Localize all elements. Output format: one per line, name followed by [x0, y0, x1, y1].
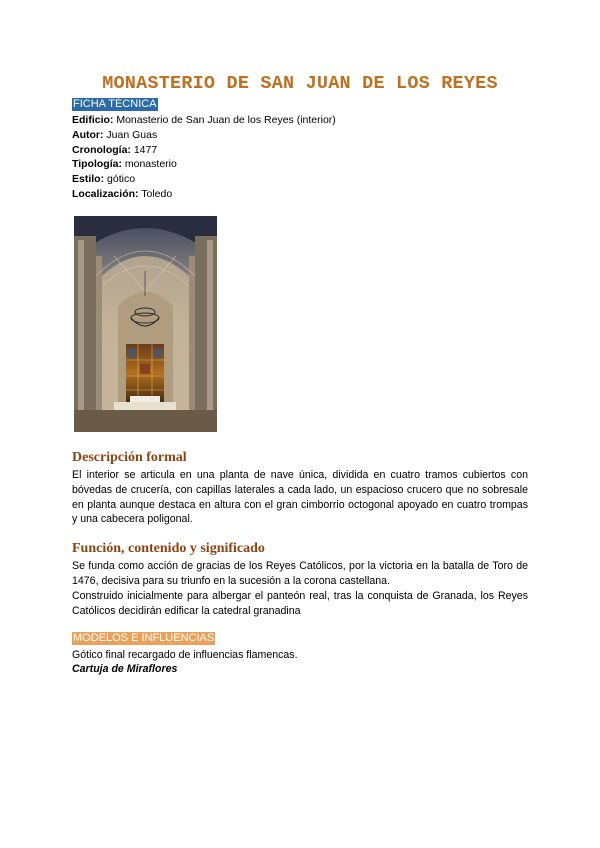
field-label: Autor:: [72, 128, 104, 141]
ficha-tecnica-label: FICHA TÉCNICA: [73, 98, 157, 110]
field-label: Localización:: [72, 187, 139, 200]
field-value: monasterio: [121, 158, 177, 171]
field-value: Juan Guas: [103, 128, 158, 141]
field-label: Cronología:: [72, 143, 131, 156]
funcion-text-2: Construido inicialmente para albergar el panteón real, tras la conquista de Granada, los Reyes Católicos decidirán edificar la catedral granadina: [72, 590, 528, 617]
modelos-label: MODELOS E INFLUENCIAS: [73, 632, 215, 644]
field-value: 1477: [130, 143, 158, 156]
field-value: Monasterio de San Juan de los Reyes (interior): [113, 114, 336, 126]
field-estilo: [72, 172, 336, 187]
field-value: Toledo: [138, 187, 173, 200]
field-tipologia: [72, 157, 336, 172]
descripcion-heading: Descripción formal: [72, 450, 187, 465]
page-title: MONASTERIO DE SAN JUAN DE LOS REYES: [102, 73, 498, 94]
funcion-text-1: Se funda como acción de gracias de los Reyes Católicos, por la victoria en la batalla de Toro de 1476, decisiva para su triunfo en la sucesión a la corona castellana.: [72, 560, 528, 587]
descripcion-text: El interior se articula en una planta de nave única, dividida en cuatro tramos cubiertos con bóvedas de crucería, con capillas laterales a cada lado, un espacioso crucero que no sobresale en planta aunque destaca en altura con el gran cimborrio octogonal apoyado en cuatro trompas y una cabecera poligonal.: [72, 469, 528, 526]
church-interior-photo: [74, 216, 217, 432]
funcion-heading: Función, contenido y significado: [72, 541, 265, 556]
field-cronologia: [72, 143, 336, 158]
field-label: Edificio:: [72, 114, 114, 126]
field-autor: [72, 128, 336, 143]
ficha-fields: [72, 113, 336, 202]
field-value: gótico: [104, 173, 136, 186]
field-label: Tipología:: [72, 158, 122, 171]
field-localizacion: [72, 187, 336, 202]
field-edificio: [72, 113, 336, 128]
modelos-example: Cartuja de Miraflores: [72, 663, 178, 675]
modelos-text: Gótico final recargado de influencias flamencas.: [72, 649, 298, 661]
field-label: Estilo:: [72, 173, 105, 186]
